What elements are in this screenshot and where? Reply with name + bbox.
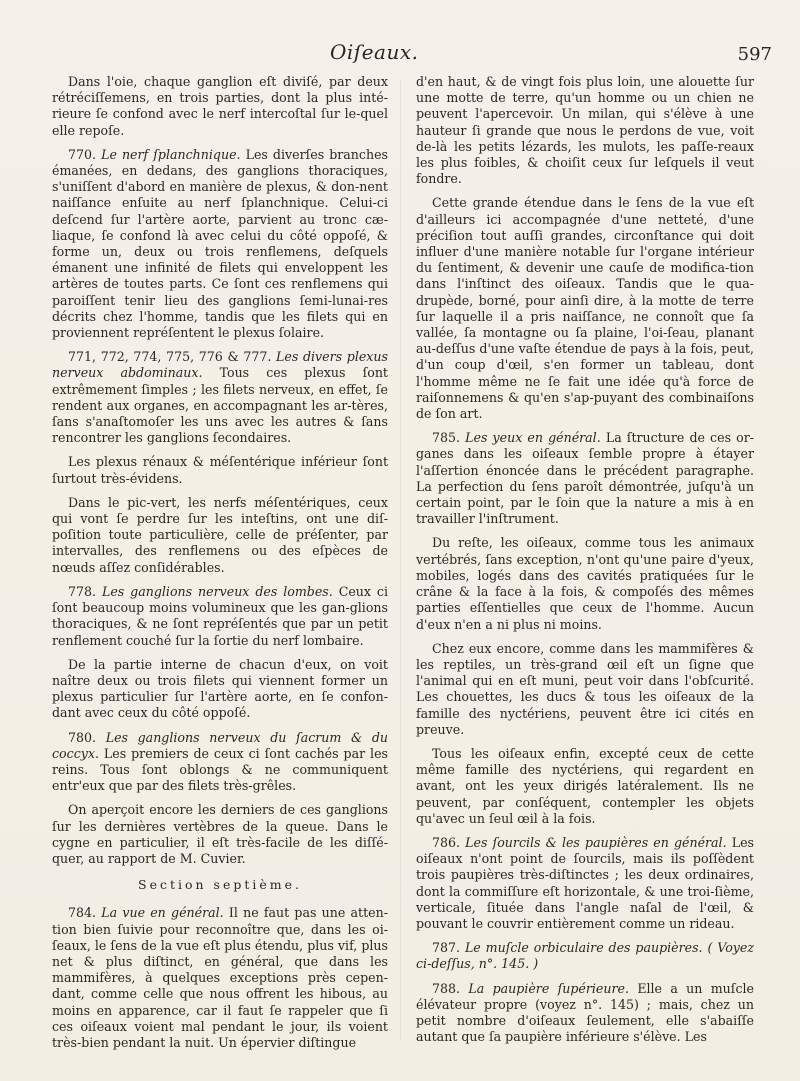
paragraph: d'en haut, & de vingt fois plus loin, une alouette ſur une motte de terre, qu'un homme ou un chien ne peuvent l'apercevoir. Un milan, qui s'élève à une hauteur ſi grande que nous le perdons de vue, voit de-là les petits lézards, les mulots, les paſſe-reaux les plus foibles, & choiſit ceux ſur leſquels il veut fondre. [416, 74, 754, 187]
paragraph [52, 349, 388, 446]
paragraph [416, 430, 754, 527]
running-title: Oiſeaux. [330, 40, 419, 64]
section-heading: Section septième. [138, 877, 302, 893]
paragraph: Les plexus rénaux & méſentérique inférieur ſont ſurtout très-évidens. [52, 454, 388, 486]
page-number: 597 [737, 44, 772, 65]
paragraph-body: Il ne faut pas une atten-tion bien ſuivie pour reconnoître que, dans les oi-ſeaux, le ſens de la vue eſt plus étendu, plus vif, plus net & plus diſtinct, en général, que dans les mammifères, à quelques exceptions près cepen-dant, comme celle que nous offrent les hibous, au moins en apparence, car il faut ſe rappeler que ſi ces oiſeaux voient mal pendant le jour, ils voient très-bien pendant la nuit. Un épervier diſtingue [52, 905, 388, 1050]
paragraph-number: 787. [432, 940, 461, 956]
paragraph [416, 940, 754, 972]
paragraph-body: Ceux ci ſont beaucoup moins volumineux que les gan-glions thoraciques, & ne ſont repréſentés que par un petit renflement couché ſur la ſortie du nerf lombaire. [52, 583, 388, 648]
paragraph-number: 771, 772, 774, 775, 776 & 777. [68, 349, 272, 365]
paragraph-number: 780. [68, 729, 97, 745]
paragraph-body: Elle a un muſcle élévateur propre (voyez n°. 145) ; mais, chez un petit nombre d'oiſeaux ſeulement, elle s'abaiſſe autant que ſa paupière inférieure s'élève. Les [416, 980, 754, 1045]
paragraph [52, 147, 388, 341]
paragraph-number: 778. [68, 583, 97, 599]
paragraph-body: Les premiers de ceux ci ſont cachés par les reins. Tous ſont oblongs & ne communiquent entr'eux que par des filets très-grêles. [52, 745, 388, 794]
paragraph-number: 770. [68, 146, 97, 162]
paragraph-title: La vue en général. [101, 905, 224, 921]
paragraph-title: Les ganglions nerveux des lombes. [101, 583, 333, 599]
paragraph-number: 786. [432, 834, 461, 850]
paragraph-title: Les ganglions nerveux du ſacrum & du coccyx. [52, 729, 389, 761]
paragraph: Dans le pic-vert, les nerfs méſentériques, ceux qui vont ſe perdre ſur les inteſtins, ont une diſ-poſition toute particulière, celle de préſenter, par intervalles, des renflemens ou des eſpèces de nœuds aſſez conſidérables. [52, 494, 388, 575]
cross-reference: ( Voyez ci-deſſus, n°. 145. ) [416, 940, 754, 972]
page-header [0, 18, 800, 65]
paragraph-title: Les yeux en général. [465, 430, 601, 446]
paragraph-number: 788. [432, 980, 461, 996]
right-column [416, 74, 754, 1053]
paragraph: Dans l'oie, chaque ganglion eſt diviſé, par deux rétréciſſemens, en trois parties, dont la plus inté-rieure ſe confond avec le nerf intercoſtal ſur le-quel elle repoſe. [52, 74, 388, 138]
paragraph: Du reſte, les oiſeaux, comme tous les animaux vertébrés, ſans exception, n'ont qu'une paire d'yeux, mobiles, logés dans des cavités pratiquées ſur le crâne & la face à la fois, & compoſés des mêmes parties eſſentielles que ceux de l'homme. Aucun d'eux n'en a ni plus ni moins. [416, 535, 754, 632]
paragraph-title: Le nerf ſplanchnique. [101, 146, 241, 162]
paragraph [416, 981, 754, 1046]
paragraph: On aperçoit encore les derniers de ces ganglions ſur les dernières vertèbres de la queue. Dans le cygne en particulier, il eſt très-facile de les diſſé-quer, au rapport de M. Cuvier. [52, 802, 388, 866]
paragraph-number: 785. [432, 430, 461, 446]
paragraph: Chez eux encore, comme dans les mammifères & les reptiles, un très-grand œil eſt un ſigne que l'animal qui en eſt muni, peut voir dans l'obſcurité. Les chouettes, les ducs & tous les oiſeaux de la famille des nyctériens, peuvent être ici cités en preuve. [416, 640, 754, 737]
paragraph: Cette grande étendue dans le ſens de la vue eſt d'ailleurs ici accompagnée d'une netteté, d'une préciſion tout auſſi grandes, circonſtance qui doit influer d'une manière notable ſur l'organe intérieur du ſentiment, & devenir une cauſe de modifica-tion dans l'inſtinct des oiſeaux. Tandis que le qua-drupède, borné, pour ainſi dire, à la motte de terre ſur laquelle il a pris naiſſance, ne connoît que ſa vallée, ſa montagne ou ſa plaine, l'oi-ſeau, planant au-deſſus d'une vaſte étendue de pays à la fois, peut, d'un coup d'œil, s'en former un tableau, dont l'homme même ne ſe fait une idée qu'à force de raiſonnemens & qu'en s'ap-puyant des combinaiſons de ſon art. [416, 195, 754, 422]
paragraph-title: Les ſourcils & les paupières en général. [465, 834, 727, 850]
column-gutter [400, 80, 401, 1040]
paragraph-body: Les diverſes branches émanées, en dedans, des ganglions thoraciques, s'uniſſent d'abord en manière de plexus, & don-nent naiſſance enſuite au nerf ſplanchnique. Celui-ci deſcend ſur l'artère aorte, parvient au tronc cæ-liaque, ſe confond là avec celui du côté oppoſé, & forme un, deux ou trois renflemens, deſquels émanent une infinité de filets qui enveloppent les artères de toutes parts. Ce ſont ces renflemens qui paroiſſent tenir lieu des ganglions ſemi-lunai-res décrits chez l'homme, tandis que les filets qui en proviennent repréſentent le plexus ſolaire. [52, 146, 388, 341]
paragraph: De la partie interne de chacun d'eux, on voit naître deux ou trois filets qui viennent former un plexus particulier ſur l'artère aorte, en ſe confon-dant avec ceux du côté oppoſé. [52, 656, 388, 721]
left-column [52, 74, 388, 1059]
paragraph-title: Les divers plexus nerveux abdominaux. [52, 349, 388, 381]
paragraph-title: La paupière ſupérieure. [468, 980, 629, 996]
paragraph-body: Tous ces plexus ſont extrêmement ſimples ; les filets nerveux, en effet, ſe rendent aux organes, en accompagnant les ar-tères, ſans s'anaſtomoſer les uns avec les autres & ſans rencontrer les ganglions ſecondaires. [52, 365, 388, 446]
paragraph [416, 835, 754, 932]
paragraph-body: La ſtructure de ces or-ganes dans les oiſeaux ſemble propre à étayer l'aſſertion énoncée dans le précédent paragraphe. La perfection du ſens paroît démontrée, juſqu'à un certain point, par le ſoin que la nature a mis à en travailler l'inſtrument. [416, 430, 754, 527]
paragraph [52, 730, 388, 795]
paragraph-number: 784. [68, 905, 97, 921]
paragraph-body: Les oiſeaux n'ont point de ſourcils, mais ils poſſèdent trois paupières très-diſtinctes ; les deux ordinaires, dont la commiſſure eſt horizontale, & une troi-ſième, verticale, ſituée dans l'angle naſal de l'œil, & pouvant le couvrir entièrement comme un rideau. [416, 834, 754, 931]
paragraph-title: Le muſcle orbiculaire des paupières. [464, 940, 703, 956]
paragraph [52, 905, 388, 1051]
paragraph [52, 584, 388, 649]
paragraph: Tous les oiſeaux enfin, excepté ceux de cette même famille des nyctériens, qui regardent en avant, ont les yeux dirigés latéralement. Ils ne peuvent, par conſéquent, contempler les objets qu'avec un ſeul œil à la fois. [416, 745, 754, 826]
